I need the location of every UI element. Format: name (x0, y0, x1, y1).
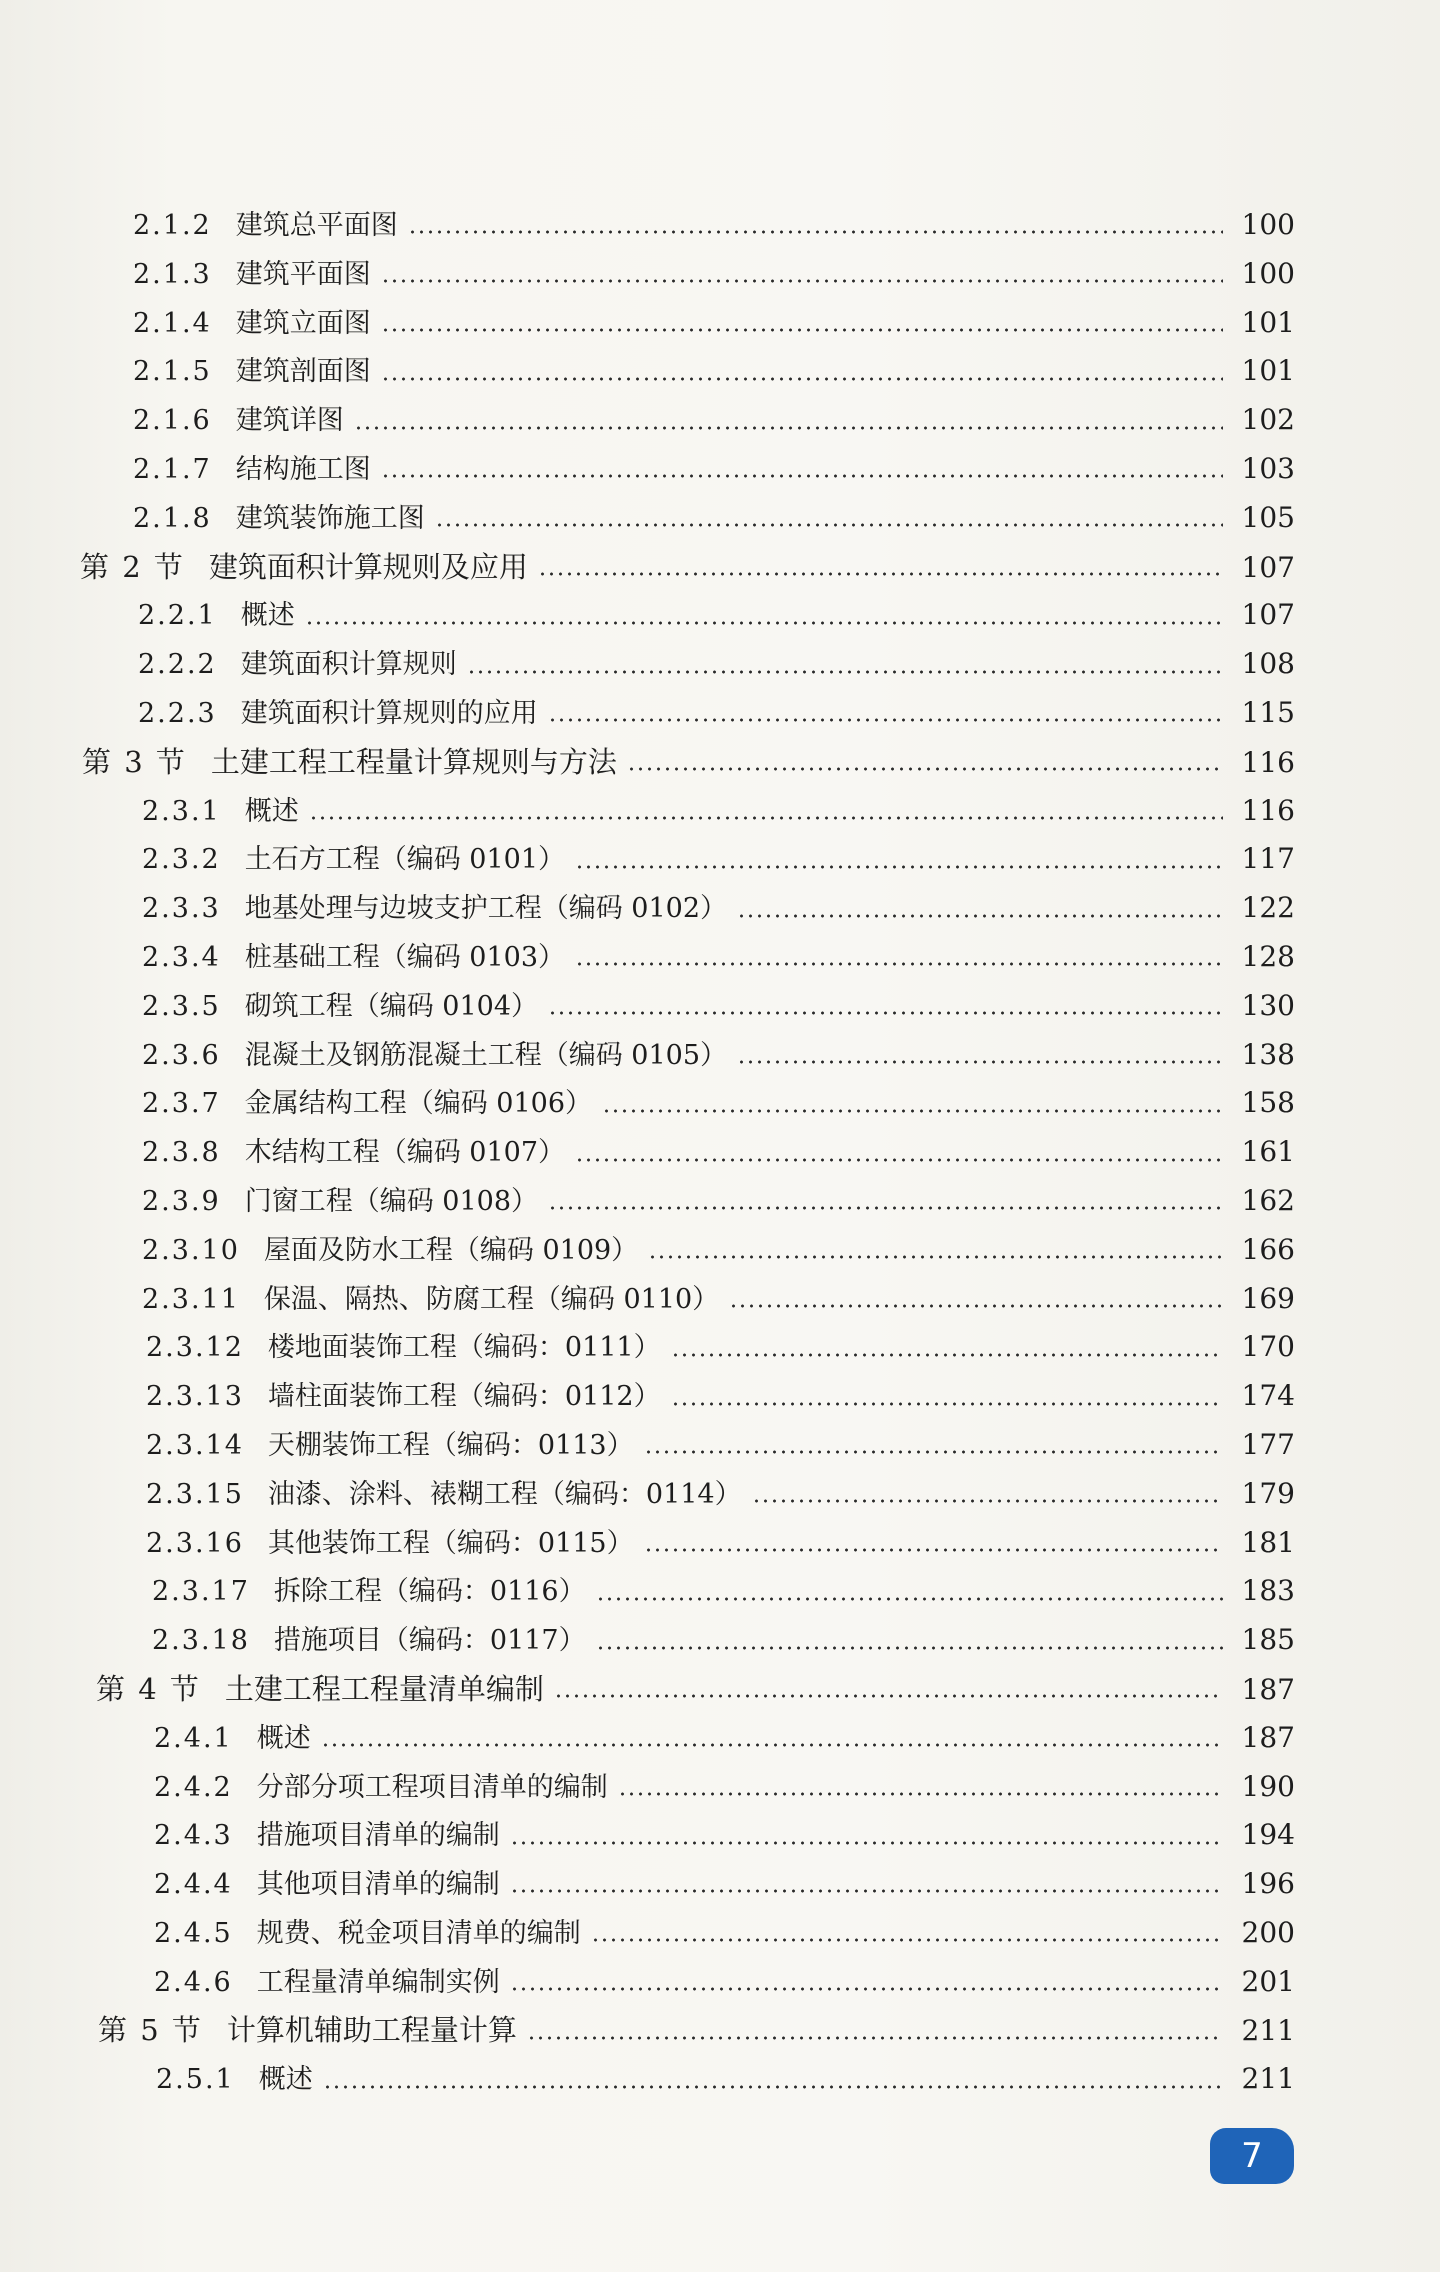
toc-entry-title: 混凝土及钢筋混凝土工程（编码 0105） (244, 1039, 727, 1071)
toc-entry (80, 1909, 1295, 1958)
toc-entry-number: 2.3.10 (142, 1234, 240, 1266)
toc-entry (80, 1763, 1295, 1812)
toc-entry-title: 计算机辅助工程量计算 (226, 2013, 517, 2048)
toc-entry-title: 土石方工程（编码 0101） (244, 844, 565, 876)
toc-entry-number: 2.1.7 (133, 453, 212, 485)
dot-leader (644, 1450, 1223, 1454)
toc-entry (80, 1860, 1295, 1909)
toc-entry-number: 第 3 节 (82, 744, 187, 779)
toc-entry-title: 桩基础工程（编码 0103） (244, 941, 565, 973)
toc-entry (80, 445, 1295, 494)
dot-leader (321, 1743, 1223, 1747)
toc-entry-number: 2.3.4 (142, 941, 221, 973)
toc-entry (80, 689, 1295, 738)
toc-entry-number: 2.3.1 (142, 795, 221, 827)
toc-entry-number: 2.3.17 (152, 1576, 250, 1608)
toc-entry (80, 1519, 1295, 1568)
toc-entry-number: 2.2.1 (138, 600, 217, 632)
toc-entry-number: 第 2 节 (80, 549, 185, 584)
toc-entry-page: 116 (1241, 793, 1295, 827)
toc-entry (80, 1372, 1295, 1421)
toc-entry (80, 2055, 1295, 2104)
toc-entry-number: 2.3.15 (146, 1478, 244, 1510)
toc-entry-number: 2.4.2 (154, 1771, 233, 1803)
toc-entry-title: 天棚装饰工程（编码：0113） (267, 1429, 634, 1461)
dot-leader (381, 377, 1223, 381)
toc-entry-title: 地基处理与边坡支护工程（编码 0102） (244, 893, 727, 925)
dot-leader (548, 718, 1223, 722)
toc-entry (80, 591, 1295, 640)
toc-entry-title: 工程量清单编制实例 (256, 1966, 500, 1998)
dot-leader (575, 962, 1223, 966)
toc-entry-title: 建筑面积计算规则 (240, 649, 457, 681)
toc-entry (80, 1031, 1295, 1080)
toc-entry-number: 2.1.2 (133, 210, 212, 241)
toc-entry (80, 982, 1295, 1031)
toc-entry-page: 107 (1241, 598, 1295, 632)
dot-leader (548, 1011, 1223, 1015)
toc-entry-title: 结构施工图 (235, 453, 371, 485)
toc-entry-page: 194 (1241, 1818, 1295, 1852)
toc-entry-number: 2.3.8 (142, 1137, 221, 1169)
toc-entry-number: 2.4.6 (154, 1966, 233, 1998)
dot-leader (527, 2036, 1223, 2040)
toc-entry-page: 103 (1241, 451, 1295, 485)
toc-entry (80, 787, 1295, 836)
toc-entry-title: 土建工程工程量清单编制 (224, 1671, 544, 1706)
toc-entry-page: 116 (1241, 745, 1295, 779)
dot-leader (671, 1353, 1223, 1357)
toc-entry (80, 250, 1295, 299)
dot-leader (381, 279, 1223, 283)
toc-entry-title: 门窗工程（编码 0108） (244, 1185, 538, 1217)
dot-leader (737, 1060, 1223, 1064)
dot-leader (510, 1841, 1223, 1845)
toc-entry-number: 2.3.13 (146, 1381, 244, 1413)
toc-entry-page: 115 (1241, 695, 1295, 729)
toc-entry (80, 299, 1295, 348)
toc-entry (80, 1811, 1295, 1860)
toc-entry-title: 土建工程工程量计算规则与方法 (210, 744, 617, 779)
toc-entry-title: 概述 (240, 600, 295, 632)
toc-entry-page: 185 (1241, 1623, 1295, 1657)
toc-entry-number: 2.1.8 (133, 502, 212, 534)
toc-entry-number: 2.3.14 (146, 1429, 244, 1461)
toc-entry (80, 1323, 1295, 1372)
dot-leader (737, 914, 1223, 918)
toc-entry-number: 2.2.2 (138, 649, 217, 681)
toc-entry-number: 2.3.7 (142, 1088, 221, 1120)
toc-entry-page: 102 (1241, 403, 1295, 437)
toc-entry-title: 油漆、涂料、裱糊工程（编码：0114） (267, 1478, 742, 1510)
toc-entry (80, 1714, 1295, 1763)
toc-entry-title: 建筑详图 (235, 405, 344, 437)
toc-entry-title: 规费、税金项目清单的编制 (256, 1917, 581, 1949)
toc-entry (80, 1567, 1295, 1616)
toc-entry-title: 楼地面装饰工程（编码：0111） (267, 1332, 661, 1364)
toc-entry-page: 117 (1241, 842, 1295, 876)
toc-entry-title: 概述 (244, 795, 299, 827)
dot-leader (510, 1889, 1223, 1893)
toc-entry-number: 2.4.1 (154, 1722, 233, 1754)
dot-leader (467, 670, 1223, 674)
dot-leader (408, 230, 1223, 234)
toc-entry-title: 其他项目清单的编制 (256, 1869, 500, 1901)
toc-entry-page: 183 (1241, 1574, 1295, 1608)
toc-entry-number: 2.3.3 (142, 893, 221, 925)
dot-leader (575, 1158, 1223, 1162)
toc-entry-page: 190 (1241, 1769, 1295, 1803)
toc-section-entry (80, 738, 1295, 787)
toc-entry-number: 2.3.9 (142, 1185, 221, 1217)
dot-leader (644, 1548, 1223, 1552)
toc-entry-page: 211 (1241, 2014, 1295, 2048)
toc-entry-page: 170 (1241, 1330, 1295, 1364)
toc-entry (80, 494, 1295, 543)
toc-entry-page: 128 (1241, 939, 1295, 973)
toc-entry (80, 201, 1295, 250)
toc-entry (80, 1616, 1295, 1665)
toc-entry-title: 建筑平面图 (235, 258, 371, 290)
toc-entry-page: 200 (1241, 1915, 1295, 1949)
toc-entry-number: 2.3.5 (142, 990, 221, 1022)
dot-leader (548, 1206, 1223, 1210)
dot-leader (602, 1109, 1223, 1113)
dot-leader (729, 1304, 1223, 1308)
toc-entry (80, 884, 1295, 933)
dot-leader (309, 816, 1223, 820)
dot-leader (752, 1499, 1223, 1503)
toc-entry-page: 177 (1241, 1427, 1295, 1461)
toc-entry-page: 100 (1241, 208, 1295, 241)
toc-entry-number: 2.1.6 (133, 405, 212, 437)
dot-leader (596, 1597, 1223, 1601)
toc-entry-number: 2.3.18 (152, 1625, 250, 1657)
toc-entry-page: 100 (1241, 256, 1295, 290)
dot-leader (381, 474, 1223, 478)
toc-entry-number: 2.1.3 (133, 258, 212, 290)
toc-entry-title: 砌筑工程（编码 0104） (244, 990, 538, 1022)
dot-leader (671, 1402, 1223, 1406)
toc-section-entry (80, 2006, 1295, 2055)
toc-entry-number: 2.4.3 (154, 1820, 233, 1852)
toc-entry (80, 640, 1295, 689)
toc-entry-page: 187 (1241, 1672, 1295, 1706)
toc-entry-number: 2.1.4 (133, 307, 212, 339)
toc-entry-page: 166 (1241, 1232, 1295, 1266)
toc-entry-page: 122 (1241, 891, 1295, 925)
toc-section-entry (80, 543, 1295, 592)
toc-entry-title: 建筑面积计算规则及应用 (208, 549, 528, 584)
dot-leader (381, 328, 1223, 332)
toc-entry-title: 概述 (258, 2064, 313, 2096)
toc-entry-number: 2.3.6 (142, 1039, 221, 1071)
dot-leader (627, 767, 1223, 771)
toc-entry (80, 835, 1295, 884)
dot-leader (648, 1255, 1223, 1259)
toc-entry-title: 建筑立面图 (235, 307, 371, 339)
toc-entry-title: 建筑总平面图 (235, 210, 398, 241)
toc-entry-page: 196 (1241, 1867, 1295, 1901)
toc-entry-page: 174 (1241, 1379, 1295, 1413)
dot-leader (323, 2085, 1223, 2089)
toc-entry-number: 2.3.16 (146, 1527, 244, 1559)
toc-entry-page: 107 (1241, 550, 1295, 584)
toc-entry-page: 211 (1241, 2062, 1295, 2096)
toc-entry-page: 162 (1241, 1183, 1295, 1217)
toc-entry (80, 933, 1295, 982)
dot-leader (618, 1792, 1223, 1796)
toc-entry-page: 161 (1241, 1135, 1295, 1169)
toc-entry-title: 保温、隔热、防腐工程（编码 0110） (263, 1283, 720, 1315)
toc-entry-title: 屋面及防水工程（编码 0109） (263, 1234, 639, 1266)
dot-leader (305, 621, 1223, 625)
toc-entry-number: 2.3.12 (146, 1332, 244, 1364)
toc-entry-title: 木结构工程（编码 0107） (244, 1137, 565, 1169)
toc-entry-number: 2.5.1 (156, 2064, 235, 2096)
toc-entry-title: 建筑面积计算规则的应用 (240, 697, 538, 729)
toc-entry (80, 1128, 1295, 1177)
toc-entry-title: 建筑装饰施工图 (235, 502, 425, 534)
toc-entry-page: 101 (1241, 305, 1295, 339)
toc-entry (80, 1079, 1295, 1128)
toc-entry (80, 1275, 1295, 1324)
toc-entry-number: 第 4 节 (96, 1671, 201, 1706)
dot-leader (575, 865, 1223, 869)
dot-leader (510, 1987, 1223, 1991)
toc-entry-page: 179 (1241, 1476, 1295, 1510)
toc-entry (80, 1177, 1295, 1226)
dot-leader (435, 523, 1223, 527)
toc-entry-page: 169 (1241, 1281, 1295, 1315)
toc-entry-number: 第 5 节 (98, 2013, 203, 2048)
toc-entry-page: 158 (1241, 1086, 1295, 1120)
toc-entry-number: 2.2.3 (138, 697, 217, 729)
toc-entry-title: 措施项目（编码：0117） (273, 1625, 586, 1657)
toc-entry-number: 2.3.2 (142, 844, 221, 876)
toc-entry-page: 138 (1241, 1037, 1295, 1071)
toc-entry (80, 347, 1295, 396)
toc-entry-page: 108 (1241, 647, 1295, 681)
toc-entry-page: 130 (1241, 988, 1295, 1022)
toc-entry-title: 其他装饰工程（编码：0115） (267, 1527, 634, 1559)
toc-entry-page: 181 (1241, 1525, 1295, 1559)
toc-section-entry (80, 1665, 1295, 1714)
toc-entry-page: 187 (1241, 1720, 1295, 1754)
table-of-contents (80, 201, 1295, 2104)
dot-leader (554, 1694, 1223, 1698)
toc-entry-title: 建筑剖面图 (235, 356, 371, 388)
toc-entry-number: 2.4.4 (154, 1869, 233, 1901)
toc-entry-title: 拆除工程（编码：0116） (273, 1576, 586, 1608)
toc-entry (80, 1470, 1295, 1519)
dot-leader (538, 572, 1223, 576)
toc-entry-page: 201 (1241, 1964, 1295, 1998)
toc-entry (80, 1226, 1295, 1275)
page-number-badge: 7 (1210, 2128, 1294, 2184)
toc-entry-title: 概述 (256, 1722, 311, 1754)
dot-leader (591, 1938, 1223, 1942)
toc-entry-number: 2.3.11 (142, 1283, 240, 1315)
toc-entry-page: 101 (1241, 354, 1295, 388)
toc-entry-number: 2.1.5 (133, 356, 212, 388)
dot-leader (354, 426, 1223, 430)
toc-entry-title: 措施项目清单的编制 (256, 1820, 500, 1852)
dot-leader (596, 1646, 1223, 1650)
toc-entry-title: 分部分项工程项目清单的编制 (256, 1771, 608, 1803)
toc-entry-title: 金属结构工程（编码 0106） (244, 1088, 592, 1120)
toc-entry (80, 396, 1295, 445)
toc-entry-page: 105 (1241, 500, 1295, 534)
toc-entry (80, 1421, 1295, 1470)
toc-entry-title: 墙柱面装饰工程（编码：0112） (267, 1381, 661, 1413)
toc-entry (80, 1958, 1295, 2007)
toc-entry-number: 2.4.5 (154, 1917, 233, 1949)
